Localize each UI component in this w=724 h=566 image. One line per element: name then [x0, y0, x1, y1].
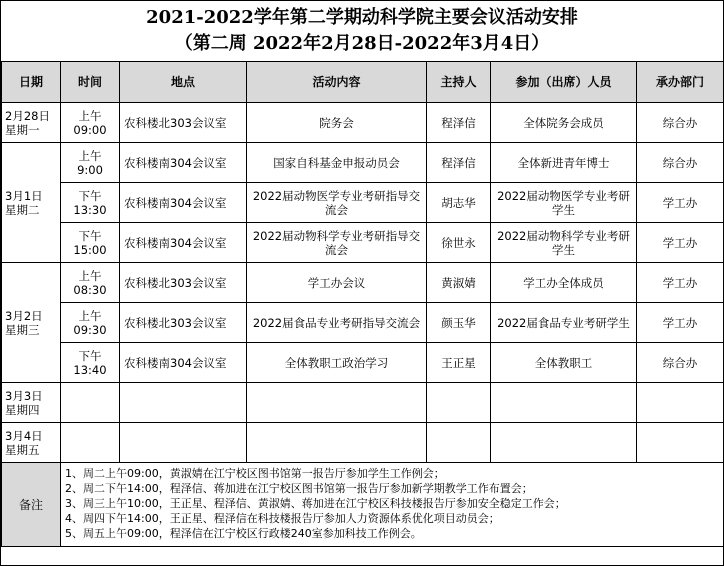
- host-cell: 徐世永: [427, 223, 491, 263]
- date-cell: 3月4日 星期五: [2, 423, 61, 463]
- notes-row: [2, 463, 724, 547]
- host-cell: [427, 383, 491, 423]
- attendees-cell: 2022届食品专业考研学生: [491, 303, 637, 343]
- table-row: [2, 103, 724, 143]
- time-cell: [61, 383, 120, 423]
- content-cell: [247, 423, 427, 463]
- dept-cell: 学工办: [637, 303, 724, 343]
- place-cell: [120, 383, 247, 423]
- place-cell: 农科楼南304会议室: [120, 223, 247, 263]
- schedule-table: [1, 61, 724, 547]
- table-row: [2, 303, 724, 343]
- host-cell: 黄淑婧: [427, 263, 491, 303]
- dept-cell: 学工办: [637, 223, 724, 263]
- content-cell: 学工办会议: [247, 263, 427, 303]
- note-line: 1、周二上午09:00，黄淑婧在江宁校区图书馆第一报告厅参加学生工作例会；: [65, 467, 445, 480]
- date-cell: 2月28日 星期一: [2, 103, 61, 143]
- content-cell: 全体教职工政治学习: [247, 343, 427, 383]
- place-cell: 农科楼北303会议室: [120, 263, 247, 303]
- table-row: [2, 223, 724, 263]
- dept-cell: 综合办: [637, 103, 724, 143]
- header-content: 活动内容: [247, 62, 427, 103]
- content-cell: 2022届动物医学专业考研指导交流会: [247, 183, 427, 223]
- content-cell: 院务会: [247, 103, 427, 143]
- header-time: 时间: [61, 62, 120, 103]
- note-line: 4、周四下午14:00，王正星、程泽信在科技楼报告厅参加人力资源体系优化项目动员会；: [65, 512, 500, 525]
- page-title: 2021-2022学年第二学期动科学院主要会议活动安排: [146, 7, 578, 28]
- note-line: 3、周三上午10:00，王正星、程泽信、黄淑婧、蒋加进在江宁校区科技楼报告厅参加安全稳定工作会；: [65, 497, 566, 510]
- content-cell: [247, 383, 427, 423]
- header-row: [2, 62, 724, 103]
- host-cell: 颜玉华: [427, 303, 491, 343]
- table-row: [2, 423, 724, 463]
- content-cell: 2022届动物科学专业考研指导交流会: [247, 223, 427, 263]
- table-row: [2, 343, 724, 383]
- dept-cell: 学工办: [637, 263, 724, 303]
- host-cell: 程泽信: [427, 103, 491, 143]
- time-cell: 上午 09:30: [61, 303, 120, 343]
- date-cell: 3月2日 星期三: [2, 263, 61, 383]
- place-cell: 农科楼北303会议室: [120, 103, 247, 143]
- host-cell: 程泽信: [427, 143, 491, 183]
- schedule-body: [2, 103, 724, 547]
- notes-cell: [61, 463, 724, 547]
- place-cell: 农科楼南304会议室: [120, 343, 247, 383]
- time-cell: 上午 9:00: [61, 143, 120, 183]
- header-attendees: 参加（出席）人员: [491, 62, 637, 103]
- table-row: [2, 143, 724, 183]
- attendees-cell: 全体教职工: [491, 343, 637, 383]
- time-cell: 上午 09:00: [61, 103, 120, 143]
- place-cell: 农科楼南304会议室: [120, 183, 247, 223]
- attendees-cell: 2022届动物科学专业考研学生: [491, 223, 637, 263]
- attendees-cell: 学工办全体成员: [491, 263, 637, 303]
- note-line: 5、周五上午09:00，程泽信在江宁校区行政楼240室参加科技工作例会。: [65, 527, 422, 540]
- attendees-cell: [491, 423, 637, 463]
- note-line: 2、周二下午14:00，程泽信、蒋加进在江宁校区图书馆第一报告厅参加新学期教学工作布置会；: [65, 482, 533, 495]
- place-cell: 农科楼南304会议室: [120, 143, 247, 183]
- table-row: [2, 183, 724, 223]
- time-cell: [61, 423, 120, 463]
- dept-cell: 综合办: [637, 343, 724, 383]
- table-row: [2, 383, 724, 423]
- dept-cell: [637, 383, 724, 423]
- time-cell: 上午 08:30: [61, 263, 120, 303]
- date-cell: 3月1日 星期二: [2, 143, 61, 263]
- dept-cell: 学工办: [637, 183, 724, 223]
- content-cell: 国家自科基金申报动员会: [247, 143, 427, 183]
- attendees-cell: 2022届动物医学专业考研学生: [491, 183, 637, 223]
- page-subtitle: （第二周 2022年2月28日-2022年3月4日）: [174, 33, 550, 54]
- date-cell: 3月3日 星期四: [2, 383, 61, 423]
- place-cell: 农科楼北303会议室: [120, 303, 247, 343]
- header-host: 主持人: [427, 62, 491, 103]
- attendees-cell: 全体新进青年博士: [491, 143, 637, 183]
- attendees-cell: 全体院务会成员: [491, 103, 637, 143]
- notes-label: 备注: [2, 463, 61, 547]
- title-block: [1, 1, 723, 61]
- time-cell: 下午 13:40: [61, 343, 120, 383]
- host-cell: 胡志华: [427, 183, 491, 223]
- dept-cell: [637, 423, 724, 463]
- content-cell: 2022届食品专业考研指导交流会: [247, 303, 427, 343]
- time-cell: 下午 15:00: [61, 223, 120, 263]
- header-date: 日期: [2, 62, 61, 103]
- time-cell: 下午 13:30: [61, 183, 120, 223]
- table-row: [2, 263, 724, 303]
- header-place: 地点: [120, 62, 247, 103]
- attendees-cell: [491, 383, 637, 423]
- host-cell: [427, 423, 491, 463]
- dept-cell: 综合办: [637, 143, 724, 183]
- host-cell: 王正星: [427, 343, 491, 383]
- header-dept: 承办部门: [637, 62, 724, 103]
- place-cell: [120, 423, 247, 463]
